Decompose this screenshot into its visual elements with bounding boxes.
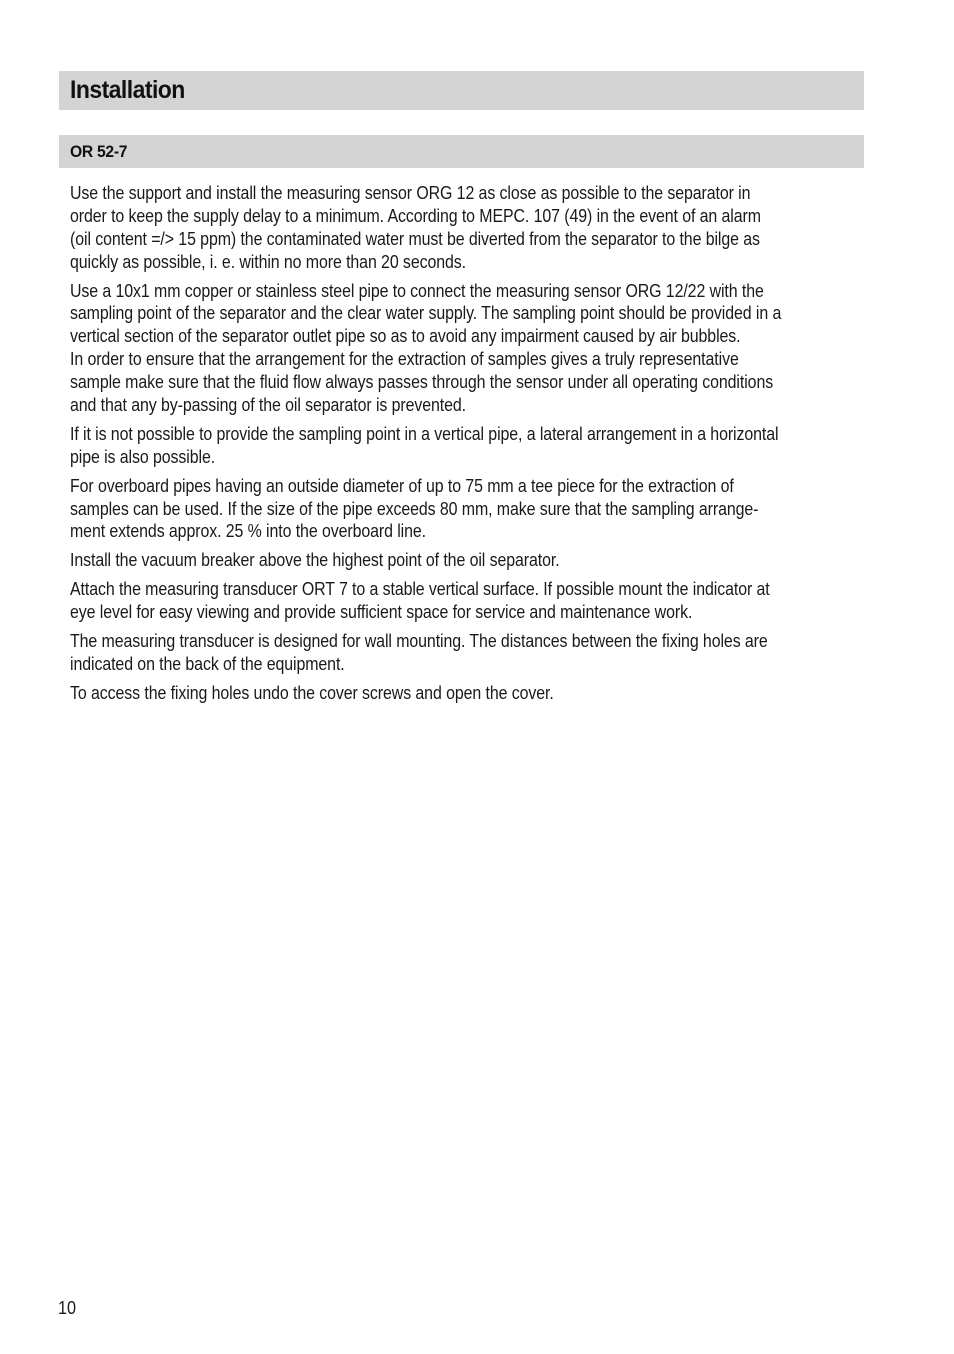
paragraph-6: [70, 578, 870, 624]
text-line: Use the support and install the measuring sensor ORG 12 as close as possible to the separator in: [70, 183, 751, 203]
text-line: In order to ensure that the arrangement for the extraction of samples gives a truly representative: [70, 349, 739, 370]
text-line: (oil content =/> 15 ppm) the contaminated water must be diverted from the separator to the bilge as: [70, 228, 760, 249]
section-title-bar: [59, 71, 864, 110]
text-line: ment extends approx. 25 % into the overboard line.: [70, 521, 427, 542]
subsection-title: OR 52-7: [70, 141, 128, 161]
subsection-title-bar: [59, 135, 864, 168]
text-line: samples can be used. If the size of the pipe exceeds 80 mm, make sure that the sampling arrange-: [70, 498, 759, 519]
paragraph-4: [70, 475, 870, 544]
page-title: Installation: [70, 76, 185, 104]
text-line: Use a 10x1 mm copper or stainless steel pipe to connect the measuring sensor ORG 12/22 with the: [70, 280, 764, 301]
text-line: To access the fixing holes undo the cover screws and open the cover.: [70, 682, 554, 703]
text-line: vertical section of the separator outlet pipe so as to avoid any impairment caused by air bubbles.: [70, 326, 741, 347]
text-line: sampling point of the separator and the clear water supply. The sampling point should be provided in a: [70, 303, 782, 324]
text-line: If it is not possible to provide the sampling point in a vertical pipe, a lateral arrangement in a horizontal: [70, 423, 779, 444]
paragraph-1: [70, 182, 870, 274]
text-line: and that any by-passing of the oil separator is prevented.: [70, 395, 467, 416]
text-line: pipe is also possible.: [70, 446, 216, 467]
text-line: sample make sure that the fluid flow always passes through the sensor under all operating conditions: [70, 372, 774, 393]
paragraph-3: [70, 423, 870, 469]
paragraph-2: [70, 280, 870, 417]
paragraph-8: [70, 682, 870, 705]
text-line: For overboard pipes having an outside diameter of up to 75 mm a tee piece for the extraction of: [70, 475, 734, 496]
text-line: eye level for easy viewing and provide sufficient space for service and maintenance work.: [70, 602, 693, 623]
body-text: [70, 182, 870, 711]
text-line: Install the vacuum breaker above the highest point of the oil separator.: [70, 550, 560, 571]
paragraph-7: [70, 630, 870, 676]
paragraph-5: [70, 549, 870, 572]
text-line: order to keep the supply delay to a minimum. According to MEPC. 107 (49) in the event of an alarm: [70, 205, 761, 226]
text-line: indicated on the back of the equipment.: [70, 653, 345, 674]
page-number: 10: [58, 1298, 77, 1318]
text-line: quickly as possible, i. e. within no more than 20 seconds.: [70, 251, 466, 272]
text-line: The measuring transducer is designed for wall mounting. The distances between the fixing holes are: [70, 631, 768, 652]
text-line: Attach the measuring transducer ORT 7 to a stable vertical surface. If possible mount the indicator at: [70, 579, 770, 600]
